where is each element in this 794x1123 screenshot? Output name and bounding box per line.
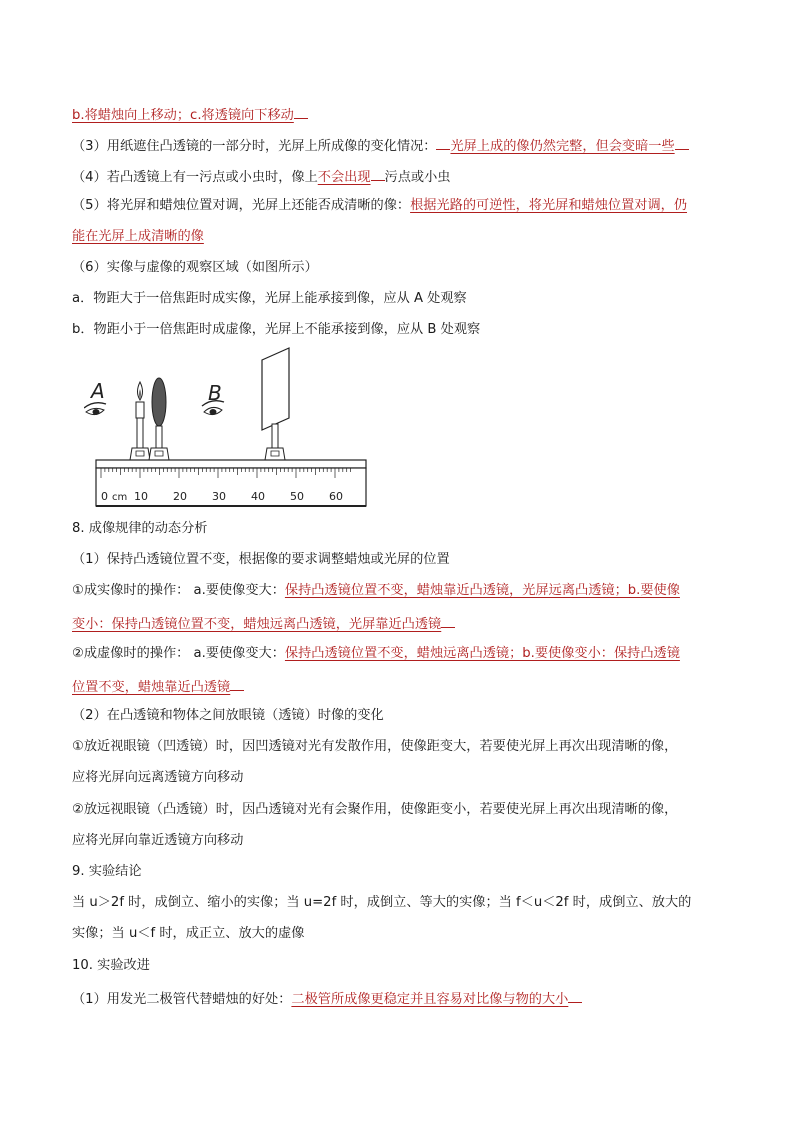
question-text: （5）将光屏和蜡烛位置对调，光屏上还能否成清晰的像：	[72, 198, 411, 213]
ruler-label: 10	[134, 490, 148, 503]
answer-text: 保持凸透镜位置不变，蜡烛远离凸透镜；b.要使像变小：保持凸透镜	[284, 646, 680, 661]
ruler-label: 0	[101, 490, 108, 503]
section-heading: 8. 成像规律的动态分析	[72, 521, 208, 536]
answer-text: b.将蜡烛向上移动；c.将透镜向下移动	[72, 108, 294, 123]
label-a: A	[91, 379, 105, 403]
ruler-label: 40	[251, 490, 265, 503]
paragraph: （6）实像与虚像的观察区域（如图所示）	[72, 260, 318, 275]
answer-line	[72, 613, 455, 634]
question-line	[72, 197, 687, 215]
question-line	[72, 988, 582, 1009]
answer-blank	[371, 166, 385, 181]
answer-blank	[568, 988, 582, 1003]
paragraph: ①放近视眼镜（凹透镜）时，因凹透镜对光有发散作用，使像距变大，若要使光屏上再次出现清晰的像，	[72, 739, 678, 754]
paragraph: ②放远视眼镜（凸透镜）时，因凸透镜对光有会聚作用，使像距变小，若要使光屏上再次出现清晰的像，	[72, 802, 678, 817]
question-line	[72, 135, 689, 156]
ruler-label: 30	[212, 490, 226, 503]
screen-icon	[262, 348, 289, 460]
section-heading: 10. 实验改进	[72, 958, 150, 973]
answer-line	[72, 104, 308, 125]
answer-text: 保持凸透镜位置不变，蜡烛靠近凸透镜，光屏远离凸透镜；b.要使像	[284, 583, 680, 598]
answer-text: 变小：保持凸透镜位置不变，蜡烛远离凸透镜，光屏靠近凸透镜	[72, 617, 442, 632]
answer-text: 能在光屏上成清晰的像	[72, 229, 204, 244]
lens-experiment-figure	[84, 342, 384, 512]
answer-blank	[675, 135, 689, 150]
convex-lens-icon	[149, 378, 169, 460]
question-text: ①成实像时的操作： a.要使像变大：	[72, 583, 285, 598]
answer-blank	[441, 613, 455, 628]
optical-bench	[96, 460, 366, 506]
question-text: ②成虚像时的操作： a.要使像变大：	[72, 646, 285, 661]
paragraph: （1）保持凸透镜位置不变，根据像的要求调整蜡烛或光屏的位置	[72, 552, 450, 567]
answer-line	[72, 676, 244, 697]
paragraph: 实像；当 u＜f 时，成正立、放大的虚像	[72, 926, 305, 941]
question-line	[72, 166, 450, 187]
ruler-label: 20	[173, 490, 187, 503]
answer-blank	[294, 104, 308, 119]
label-b: B	[208, 381, 222, 405]
ruler-label: 60	[329, 490, 343, 503]
question-line	[72, 645, 680, 663]
paragraph: 应将光屏向靠近透镜方向移动	[72, 833, 244, 848]
ruler-unit: cm	[112, 492, 128, 503]
answer-text: 根据光路的可逆性，将光屏和蜡烛位置对调，仍	[410, 198, 688, 213]
answer-blank	[436, 135, 450, 150]
answer-text: 光屏上成的像仍然完整，但会变暗一些	[450, 139, 675, 154]
candle-icon	[130, 382, 150, 460]
question-text: （3）用纸遮住凸透镜的一部分时，光屏上所成像的变化情况：	[72, 139, 437, 154]
answer-text: 不会出现	[317, 170, 371, 185]
ruler-label: 50	[290, 490, 304, 503]
paragraph: （2）在凸透镜和物体之间放眼镜（透镜）时像的变化	[72, 708, 384, 723]
answer-text: 二极管所成像更稳定并且容易对比像与物的大小	[291, 992, 569, 1007]
paragraph: a．物距大于一倍焦距时成实像，光屏上能承接到像，应从 A 处观察	[72, 291, 467, 306]
question-text: 污点或小虫	[384, 170, 451, 185]
section-heading: 9. 实验结论	[72, 864, 142, 879]
question-text: （1）用发光二极管代替蜡烛的好处：	[72, 992, 292, 1007]
paragraph: b．物距小于一倍焦距时成虚像，光屏上不能承接到像，应从 B 处观察	[72, 322, 481, 337]
question-line	[72, 582, 680, 600]
answer-line	[72, 228, 204, 246]
answer-blank	[230, 676, 244, 691]
paragraph: 应将光屏向远离透镜方向移动	[72, 770, 244, 785]
question-text: （4）若凸透镜上有一污点或小虫时，像上	[72, 170, 318, 185]
paragraph: 当 u＞2f 时，成倒立、缩小的实像；当 u=2f 时，成倒立、等大的实像；当 f＜u＜2f 时，成倒立、放大的	[72, 895, 692, 910]
answer-text: 位置不变，蜡烛靠近凸透镜	[72, 680, 231, 695]
eye-a-icon	[84, 403, 106, 415]
